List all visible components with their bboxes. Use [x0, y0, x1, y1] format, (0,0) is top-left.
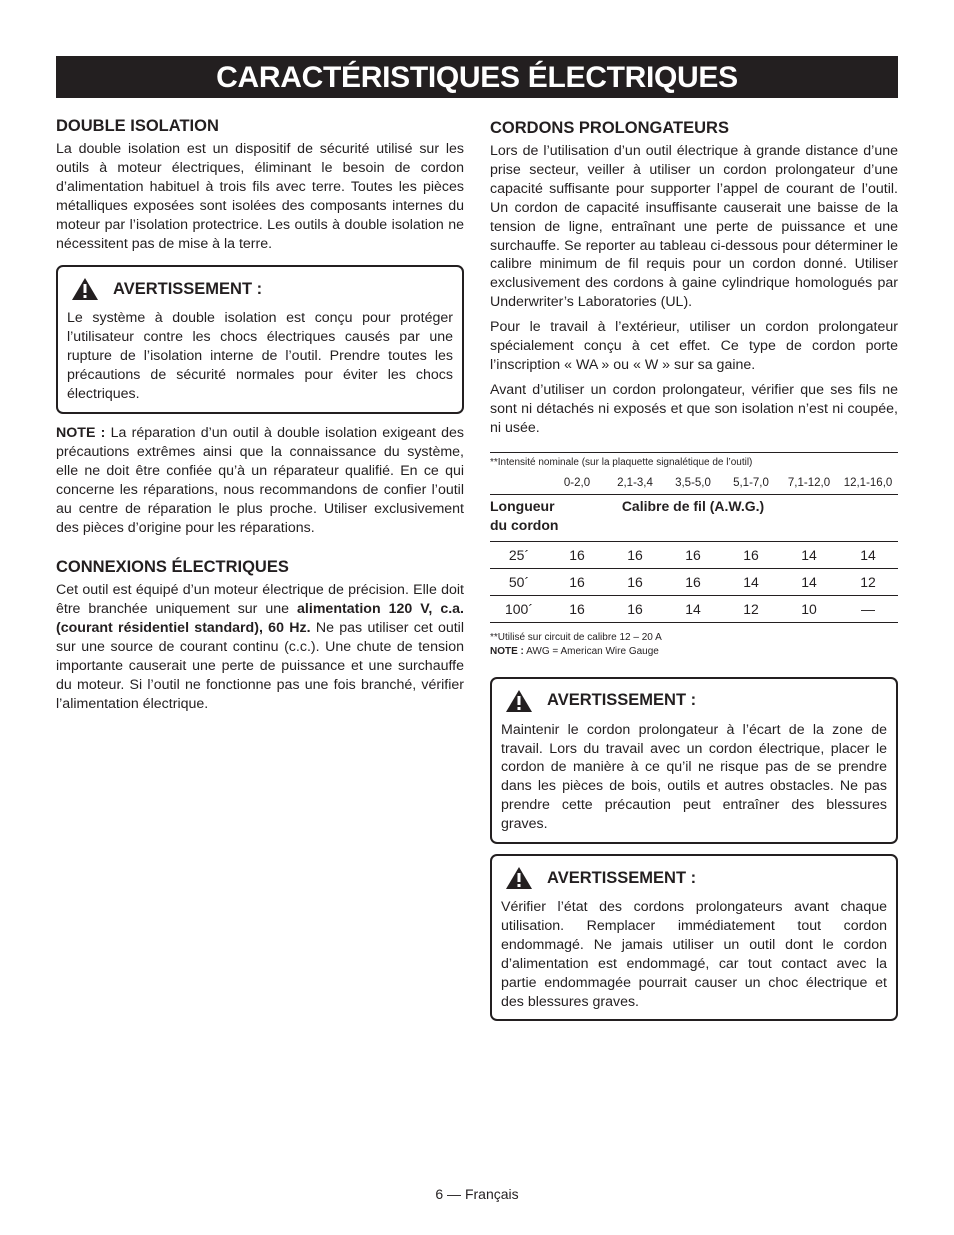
gauge-cell: 16 — [548, 595, 606, 622]
gauge-cell: 16 — [606, 595, 664, 622]
double-isolation-body: La double isolation est un dispositif de sécurité utilisé sur les outils à moteur électriques, éliminant le besoin de cordon d’alimentation habituel à trois fils avec terre. Toutes les pièces métalliques exposées sont isolées des composants internes du moteur par l’isolation protectrice. Les outils à double isolation ne nécessitent pas de mise à la terre. — [56, 141, 464, 252]
row-length: 50´ — [490, 568, 548, 595]
table-ratings-row — [490, 475, 898, 495]
warning-title: AVERTISSEMENT : — [547, 868, 697, 887]
table-note-body: AWG = American Wire Gauge — [523, 645, 659, 657]
right-column — [490, 116, 898, 1031]
warning-title: AVERTISSEMENT : — [113, 279, 263, 298]
note-label: NOTE : — [56, 424, 106, 441]
warning-icon — [505, 689, 533, 713]
warning-box-cordon-zone — [490, 677, 898, 844]
gauge-cell: 14 — [838, 541, 898, 568]
note-body: La réparation d’un outil à double isolation exigeant des précautions extrêmes ainsi que la connaissance du système, elle ne doit être confiée qu’à un réparateur qualifié. En ce qui concerne les réparations, nous recommandons de confier l’outil au centre de réparation le plus proche. Utiliser exclusivement des pièces d’origine pour les réparations. — [56, 424, 465, 536]
warning-title: AVERTISSEMENT : — [547, 691, 697, 710]
gauge-cell: 16 — [722, 541, 780, 568]
connexions-body-b: Ne pas utiliser cet outil sur une source de courant continu (c.c.). Une chute de tension importante causerait une perte de puissance et une surchauffe du moteur. Si l’outil ne fonctionne pas une fois branché, vérifier l’alimentation électrique. — [56, 620, 464, 712]
gauge-cell: 16 — [606, 541, 664, 568]
warning-box-cordon-etat — [490, 854, 898, 1021]
warning-icon — [71, 277, 99, 301]
gauge-cell: 14 — [664, 595, 722, 622]
gauge-cell: 16 — [664, 541, 722, 568]
table-note-label: NOTE : — [490, 645, 524, 657]
gauge-cell: 12 — [838, 568, 898, 595]
warning-body: Maintenir le cordon prolongateur à l’écart de la zone de travail. Lors du travail avec un cordon électrique, placer le cordon de manière à ce qu’il ne risque pas de se prendre dans les pièces de bois, outils et autres obstacles. Ne pas prendre cette précaution peut entraîner des blessures graves. — [501, 721, 887, 833]
gauge-cell: 14 — [722, 568, 780, 595]
left-column — [56, 116, 464, 714]
gauge-cell: 14 — [780, 568, 838, 595]
table-note — [490, 645, 898, 659]
gauge-cell: — — [838, 595, 898, 622]
connexions-body — [56, 581, 464, 713]
warning-box-double-isolation — [56, 265, 464, 414]
gauge-cell: 12 — [722, 595, 780, 622]
cordons-paragraph-1: Lors de l’utilisation d’un outil électrique à grande distance d’une prise secteur, veiller à utiliser un cordon prolongateur d’une capacité suffisante pour supporter l’appel de courant de l’outil. Un cordon de capacité insuffisante causerait une baisse de la tension de ligne, entraînant une perte de puissance et une surchauffe. Se reporter au tableau ci-dessous pour déterminer le calibre minimum de fil requis pour un cordon donné. Utiliser exclusivement des cordons à gaine cylindrique homologués par Underwriter’s Laboratories (UL). — [490, 143, 898, 311]
gauge-cell: 16 — [664, 568, 722, 595]
connexions-body-a: Cet outil est équipé d’un moteur électrique de précision. Elle doit être branchée uniquement sur une — [56, 582, 464, 618]
double-isolation-note — [56, 424, 464, 537]
cordons-paragraph-2: Pour le travail à l’extérieur, utiliser un cordon prolongateur spécialement conçu à cet effet. Ce type de cordon porte l’inscription « WA » ou « W » sur sa gaine. — [490, 319, 898, 373]
warning-body: Vérifier l’état des cordons prolongateurs avant chaque utilisation. Remplacer immédiatement tout cordon endommagé. Ne jamais utiliser un outil dont le cordon d’alimentation est endommagé, car tout contact avec la partie endommagée pourrait causer un choc électrique et des blessures graves. — [501, 899, 887, 1010]
rating-cell: 5,1-7,0 — [733, 476, 769, 489]
warning-body: Le système à double isolation est conçu pour protéger l’utilisateur contre les chocs électriques causés par une rupture de l’isolation interne de l’outil. Prendre toutes les précautions de sécurité normales pour éviter les chocs électriques. — [67, 310, 453, 403]
row-length: 100´ — [490, 595, 548, 622]
gauge-cell: 16 — [548, 541, 606, 568]
page-title: CARACTÉRISTIQUES ÉLECTRIQUES — [56, 56, 898, 98]
rating-cell: 0-2,0 — [563, 476, 591, 489]
page-footer: 6 — Français — [435, 1186, 519, 1202]
rating-cell: 2,1-3,4 — [617, 476, 653, 489]
row-length: 25´ — [490, 541, 548, 568]
double-isolation-heading: DOUBLE ISOLATION — [56, 117, 219, 135]
connexions-body-bold: alimentation 120 V, c.a. (courant résidentiel standard), 60 Hz. — [56, 601, 464, 637]
table-top-note: **Intensité nominale (sur la plaquette signalétique de l’outil) — [490, 456, 753, 468]
cordons-heading: CORDONS PROLONGATEURS — [490, 119, 729, 137]
table-row — [490, 568, 898, 595]
rating-cell: 12,1-16,0 — [843, 476, 893, 489]
gauge-cell: 16 — [606, 568, 664, 595]
header-length: Longueur du cordon — [490, 497, 559, 533]
warning-icon — [505, 866, 533, 890]
table-header-row — [490, 494, 898, 541]
table-row — [490, 541, 898, 568]
gauge-cell: 14 — [780, 541, 838, 568]
table-row — [490, 595, 898, 622]
connexions-heading: CONNEXIONS ÉLECTRIQUES — [56, 558, 289, 577]
gauge-cell: 16 — [548, 568, 606, 595]
cordons-paragraph-3: Avant d’utiliser un cordon prolongateur, vérifier que ses fils ne sont ni détachés ni exposés et que son isolation n’est ni coupée, ni usée. — [490, 381, 898, 436]
rating-cell: 3,5-5,0 — [675, 476, 711, 489]
header-gauge: Calibre de fil (A.W.G.) — [621, 497, 765, 514]
wire-gauge-table — [490, 452, 898, 659]
table-footnotes — [490, 631, 898, 659]
table-footnote: **Utilisé sur circuit de calibre 12 – 20 A — [490, 631, 662, 643]
gauge-cell: 10 — [780, 595, 838, 622]
rating-cell: 7,1-12,0 — [787, 476, 831, 489]
